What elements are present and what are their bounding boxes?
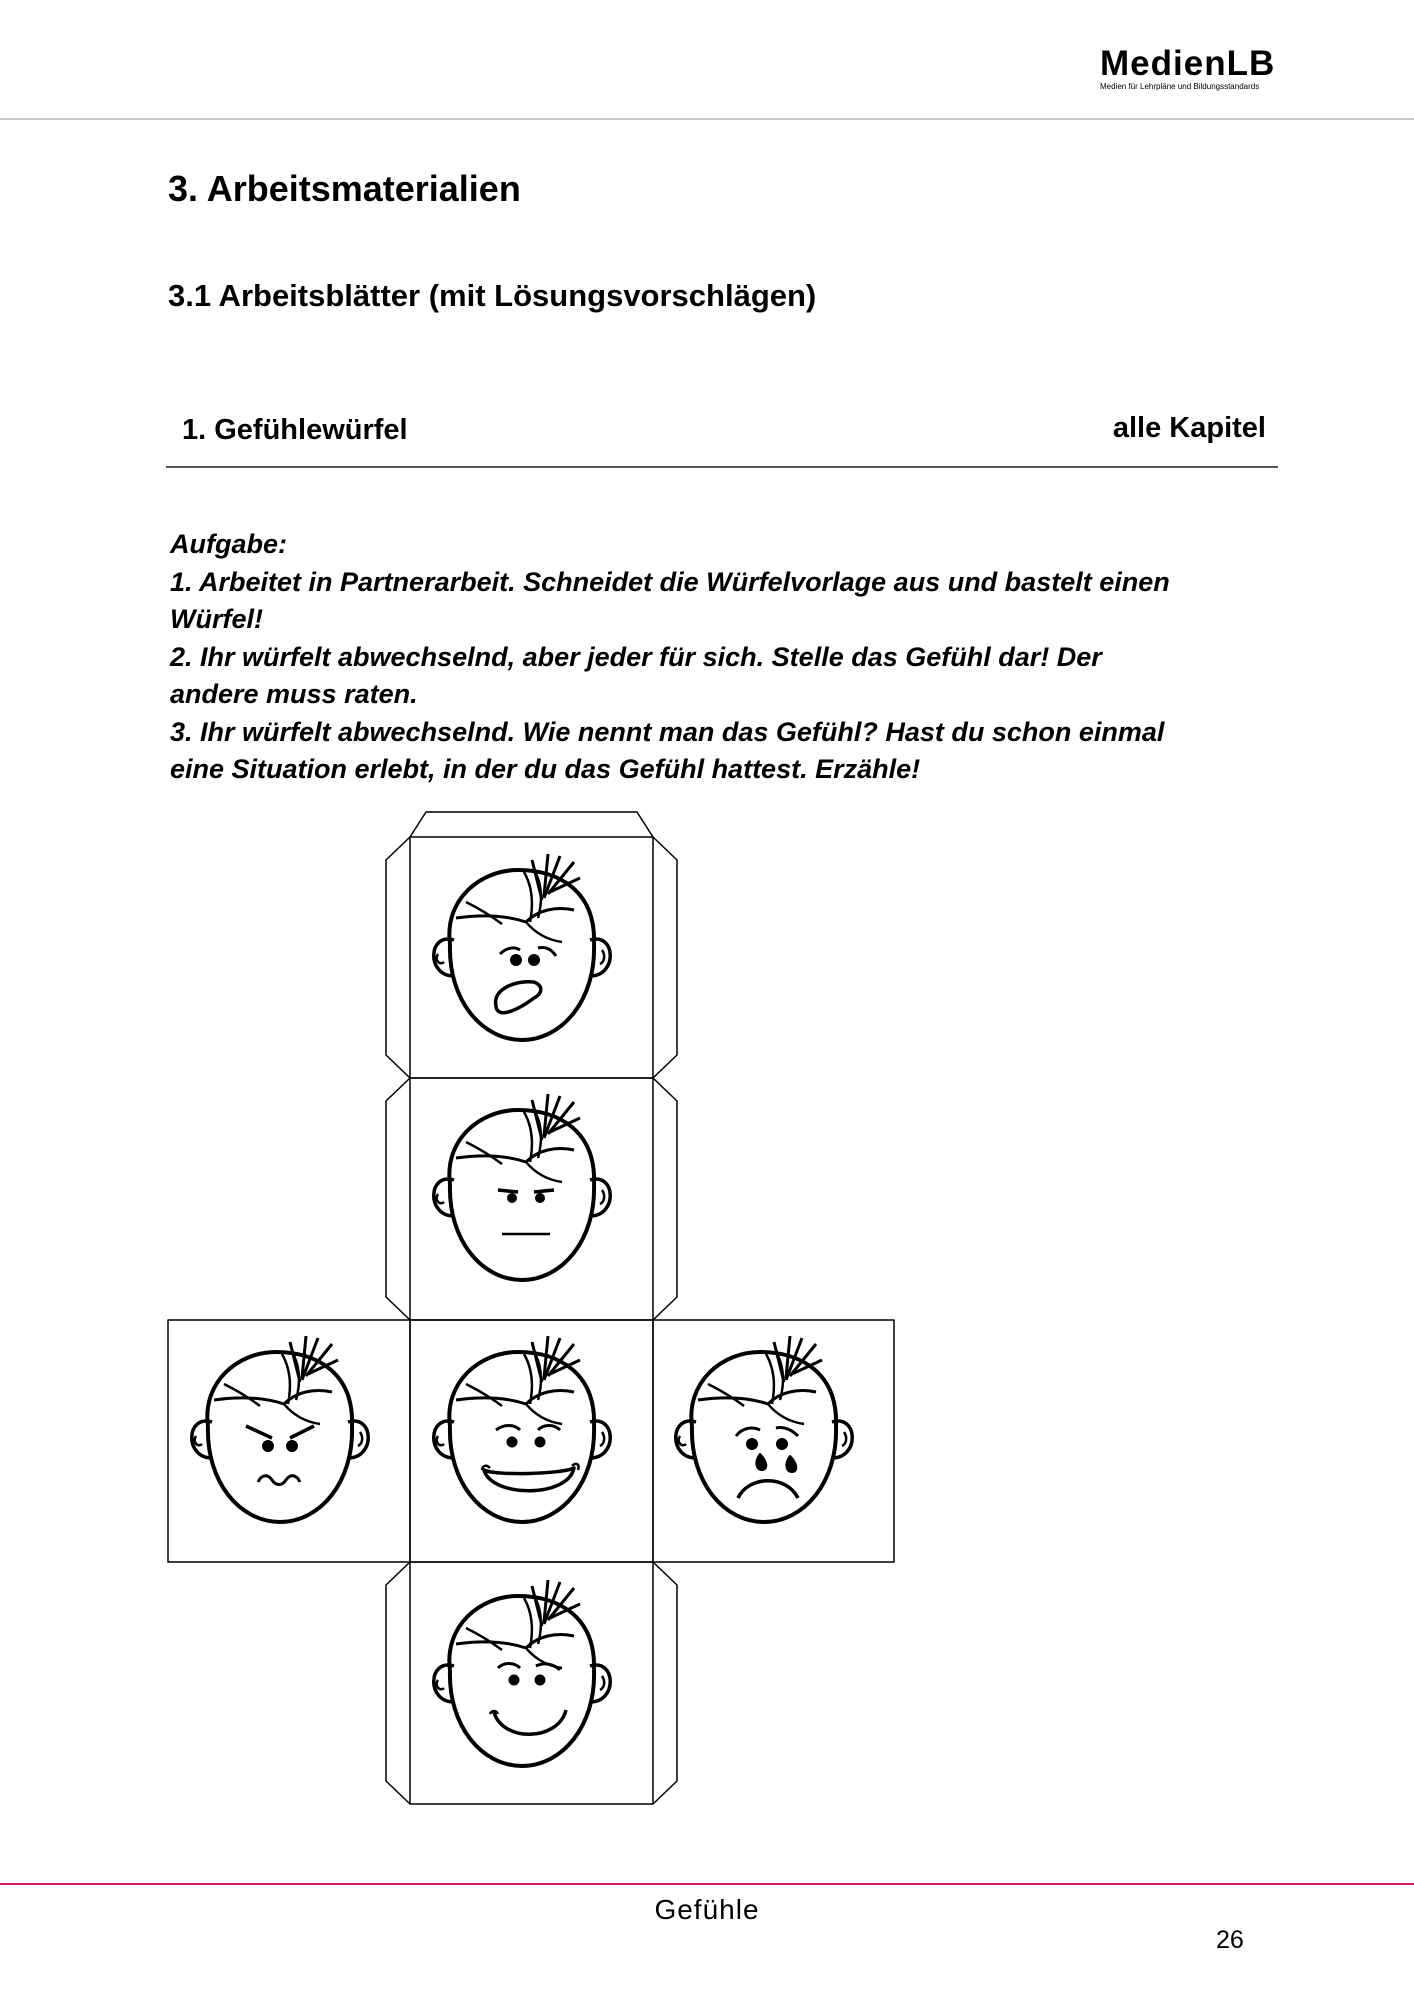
- section-title: 3. Arbeitsmaterialien: [168, 168, 521, 209]
- task-line: eine Situation erlebt, in der du das Gefühl hattest. Erzähle!: [170, 754, 921, 784]
- footer-divider: [0, 1883, 1414, 1885]
- task-line: andere muss raten.: [170, 679, 418, 709]
- task-label: Aufgabe:: [170, 529, 287, 559]
- task-line: 2. Ihr würfelt abwechselnd, aber jeder für sich. Stelle das Gefühl dar! Der: [170, 641, 1102, 672]
- sad-face-icon: [676, 1336, 853, 1522]
- task-line: Würfel!: [170, 604, 263, 634]
- worksheet-title: 1. Gefühlewürfel: [182, 414, 408, 446]
- logo-main-text: MedienLB: [1100, 44, 1276, 83]
- page-number: 26: [1216, 1926, 1244, 1954]
- footer-title: Gefühle: [654, 1894, 760, 1925]
- task-line: 1. Arbeitet in Partnerarbeit. Schneidet die Würfelvorlage aus und bastelt einen: [170, 566, 1170, 597]
- happy-face-icon: [434, 1336, 611, 1522]
- worksheet-scope: alle Kapitel: [1112, 412, 1266, 444]
- angry-face-icon: [192, 1336, 369, 1522]
- frightened-face-icon: [434, 854, 611, 1040]
- logo-subtitle: Medien für Lehrpläne und Bildungsstandards: [1100, 82, 1260, 91]
- smiling-face-icon: [434, 1580, 611, 1766]
- subsection-title: 3.1 Arbeitsblätter (mit Lösungsvorschlägen): [168, 278, 817, 313]
- bored-face-icon: [434, 1094, 611, 1280]
- task-line: 3. Ihr würfelt abwechselnd. Wie nennt man das Gefühl? Hast du schon einmal: [170, 716, 1165, 747]
